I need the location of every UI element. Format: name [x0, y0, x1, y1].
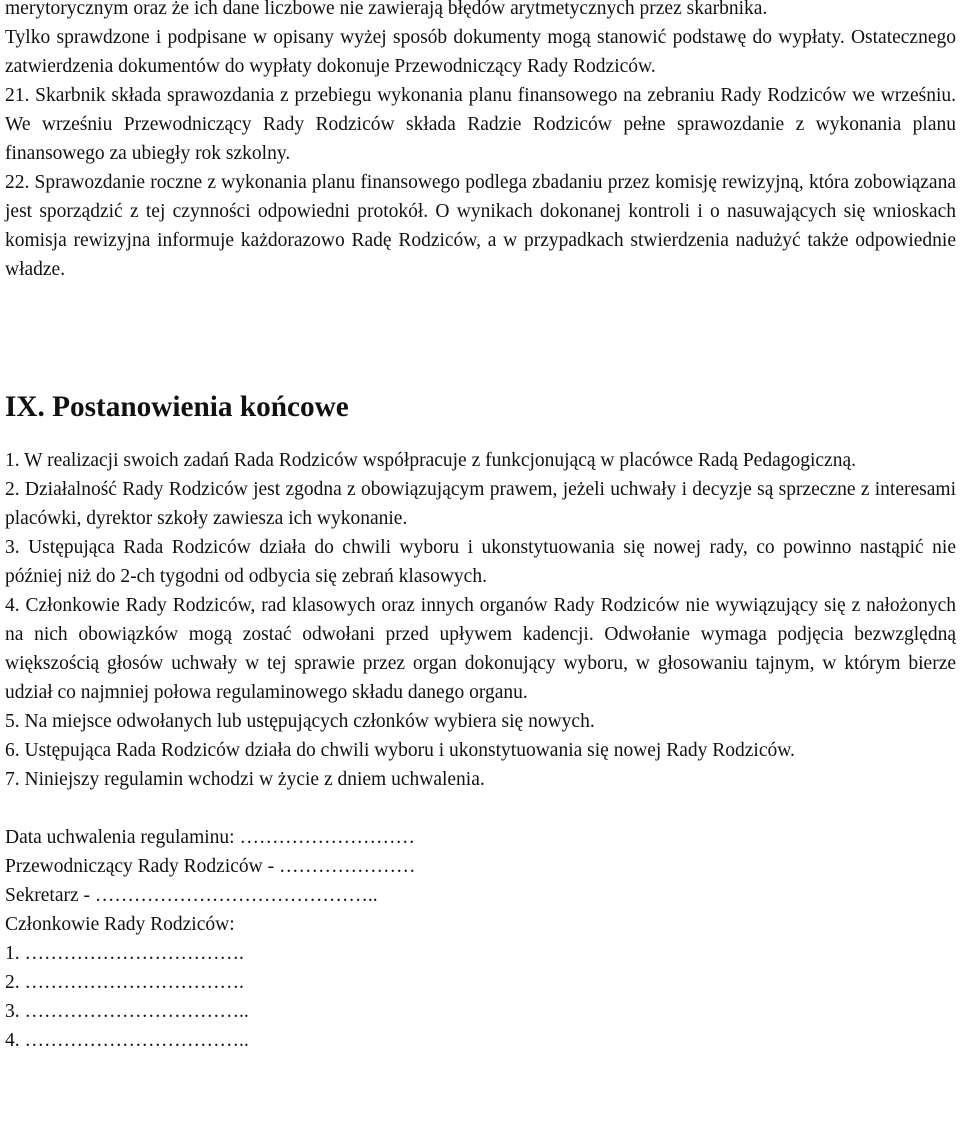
- paragraph-verified-documents: Tylko sprawdzone i podpisane w opisany wyżej sposób dokumenty mogą stanowić podstawę do wypłaty. Ostatecznego zatwierdzenia dokumentów do wypłaty dokonuje Przewodniczący Rady Rodziców.: [5, 27, 956, 77]
- members-heading: Członkowie Rady Rodziców:: [5, 914, 235, 935]
- paragraph-continuation: merytorycznym oraz że ich dane liczbowe nie zawierają błędów arytmetycznych przez skarbnika.: [5, 0, 768, 19]
- adoption-date-line: Data uchwalenia regulaminu: ………………………: [5, 827, 415, 848]
- provision-6: 6. Ustępująca Rada Rodziców działa do chwili wyboru i ukonstytuowania się nowej Rady Rodziców.: [5, 740, 795, 761]
- secretary-line: Sekretarz - ……………………………………..: [5, 885, 378, 906]
- paragraph-21: 21. Skarbnik składa sprawozdania z przebiegu wykonania planu finansowego na zebraniu Rady Rodziców we wrześniu. We wrześniu Przewodniczący Rady Rodziców składa Radzie Rodziców pełne sprawozdanie z wykonania planu finansowego za ubiegły rok szkolny.: [5, 85, 956, 164]
- provision-4: 4. Członkowie Rady Rodziców, rad klasowych oraz innych organów Rady Rodziców nie wywiązujący się z nałożonych na nich obowiązków mogą zostać odwołani przed upływem kadencji. Odwołanie wymaga podjęcia bezwzględną większością głosów uchwały w tej sprawie przez organ dokonujący wyboru, w głosowaniu tajnym, w którym bierze udział co najmniej połowa regulaminowego składu danego organu.: [5, 595, 956, 703]
- member-line-3: 3. ……………………………..: [5, 1001, 249, 1022]
- member-line-2: 2. …………………………….: [5, 972, 244, 993]
- provision-5: 5. Na miejsce odwołanych lub ustępujących członków wybiera się nowych.: [5, 711, 595, 732]
- member-line-4: 4. ……………………………..: [5, 1030, 249, 1051]
- provision-1: 1. W realizacji swoich zadań Rada Rodziców współpracuje z funkcjonującą w placówce Radą Pedagogiczną.: [5, 450, 856, 471]
- section-heading: IX. Postanowienia końcowe: [5, 391, 349, 423]
- chairperson-line: Przewodniczący Rady Rodziców - …………………: [5, 856, 416, 877]
- financial-rules-section: [5, 0, 956, 284]
- final-provisions-section: [5, 446, 956, 1055]
- signature-block: [5, 823, 956, 1055]
- provision-3: 3. Ustępująca Rada Rodziców działa do chwili wyboru i ukonstytuowania się nowej rady, co powinno nastąpić nie później niż do 2-ch tygodni od odbycia się zebrań klasowych.: [5, 537, 956, 587]
- member-line-1: 1. …………………………….: [5, 943, 244, 964]
- provision-7: 7. Niniejszy regulamin wchodzi w życie z dniem uchwalenia.: [5, 769, 485, 790]
- paragraph-22: 22. Sprawozdanie roczne z wykonania planu finansowego podlega zbadaniu przez komisję rewizyjną, która zobowiązana jest sporządzić z tej czynności odpowiedni protokół. O wynikach dokonanej kontroli i o nasuwających się wnioskach komisja rewizyjna informuje każdorazowo Radę Rodziców, a w przypadkach stwierdzenia nadużyć także odpowiednie władze.: [5, 172, 956, 280]
- provision-2: 2. Działalność Rady Rodziców jest zgodna z obowiązującym prawem, jeżeli uchwały i decyzje są sprzeczne z interesami placówki, dyrektor szkoły zawiesza ich wykonanie.: [5, 479, 956, 529]
- spacer: [5, 794, 956, 823]
